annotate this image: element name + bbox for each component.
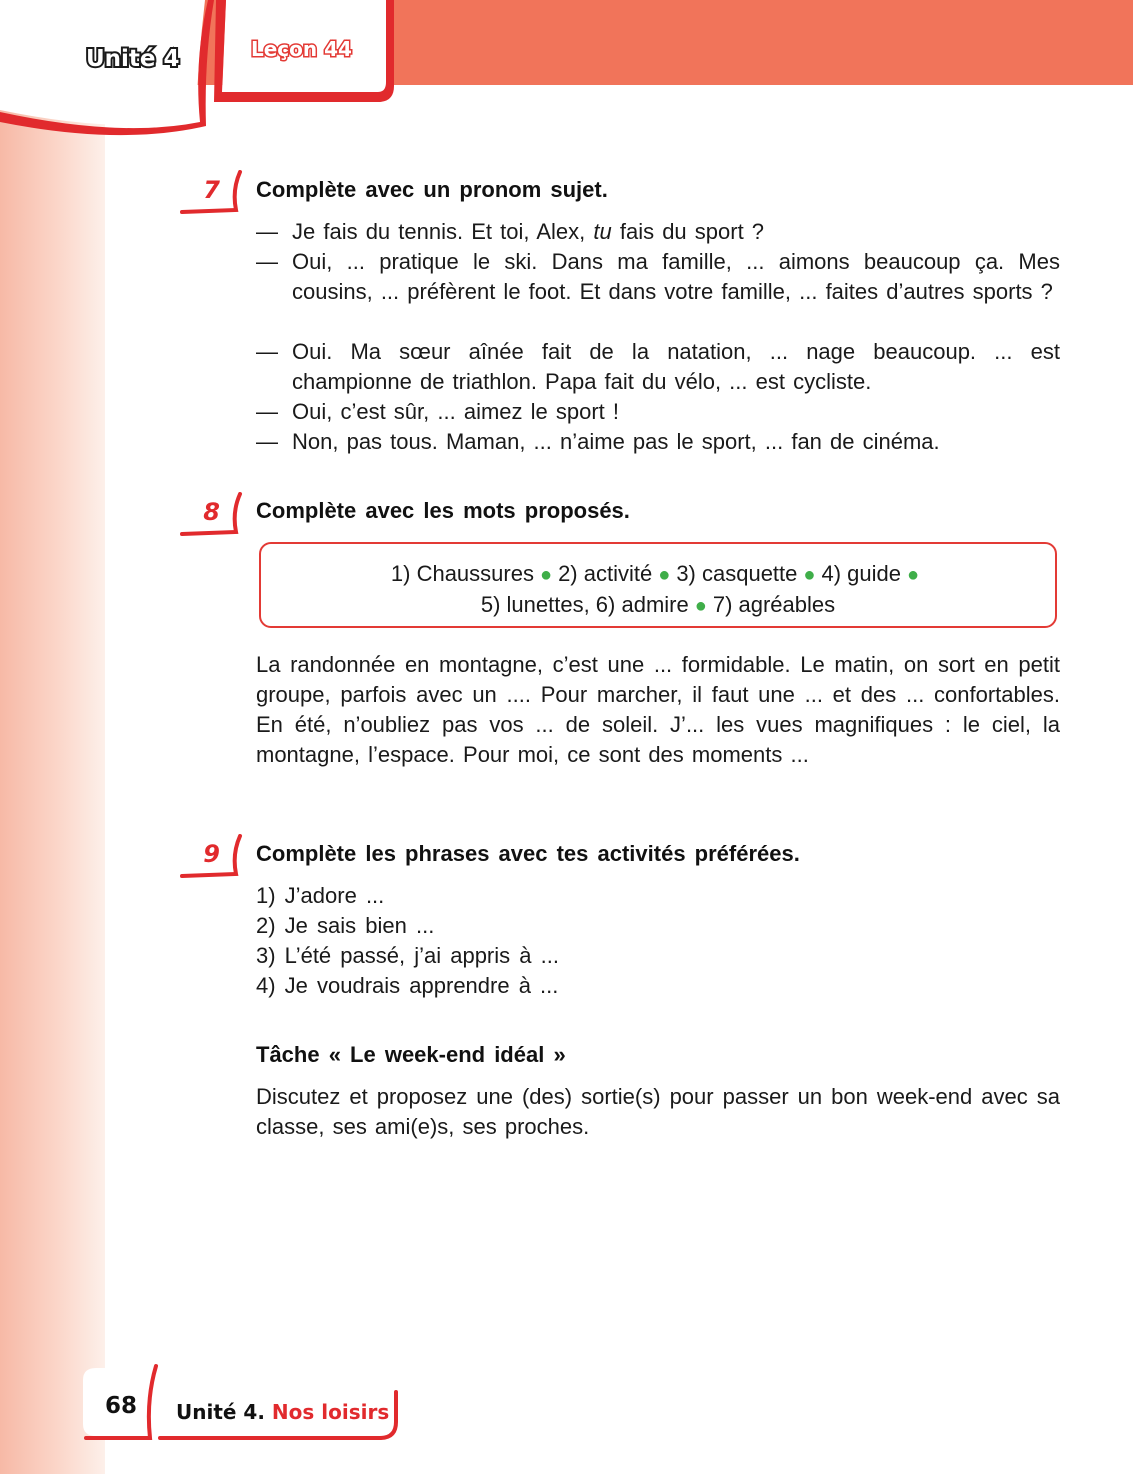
- word-item: 5) lunettes, 6) admire: [480, 592, 689, 617]
- exercise-8-number-badge: [178, 492, 246, 548]
- dialogue-line: — Non, pas tous. Maman, ... n’aime pas le sport, ... fan de cinéma.: [256, 429, 940, 454]
- word-item: 4) guide: [821, 561, 901, 586]
- word-item: 1) Chaussures: [390, 561, 534, 586]
- bullet-dot-icon: ●: [539, 564, 553, 586]
- exercise-8-title: Complète avec les mots proposés.: [256, 498, 630, 523]
- list-item: 3) L’été passé, j’ai appris à ...: [256, 943, 559, 968]
- word-bank-box: [259, 542, 1057, 628]
- footer-unit: Unité 4.: [176, 1400, 265, 1424]
- list-item: 1) J’adore ...: [256, 883, 385, 908]
- exercise-8-paragraph: La randonnée en montagne, c’est une ... formidable. Le matin, on sort en petit groupe, parfois avec un .... Pour marcher, il faut une ... et des ... confortables. En été, n’oubliez pas vos ... de soleil. J’... les vues magnifiques : le ciel, la montagne, l’espace. Pour moi, ce sont des moments ...: [256, 652, 1060, 767]
- dialogue-line: — Oui, c’est sûr, ... aimez le sport !: [256, 399, 619, 424]
- bullet-dot-icon: ●: [694, 595, 707, 617]
- exercise-7-number-badge: [178, 170, 246, 226]
- list-item: 2) Je sais bien ...: [256, 913, 435, 938]
- exercise-number: 8: [203, 498, 220, 526]
- bullet-dot-icon: ●: [658, 564, 671, 586]
- bullet-dot-icon: ●: [907, 564, 920, 586]
- left-margin-band: [0, 0, 105, 1474]
- exercise-9-title: Complète les phrases avec tes activités préférées.: [256, 841, 800, 866]
- page-number: 68: [105, 1393, 138, 1419]
- exercise-9-number-badge: [178, 834, 246, 890]
- dialogue-line: — Oui, ... pratique le ski. Dans ma famille, ... aimons beaucoup ça. Mes cousins, ... préfèrent le foot. Et dans votre famille, ... faites d’autres sports ?: [256, 249, 1060, 304]
- exercise-7-title: Complète avec un pronom sujet.: [256, 177, 608, 202]
- unit-badge: Unité 4: [86, 46, 180, 72]
- list-item: 4) Je voudrais apprendre à ...: [256, 973, 559, 998]
- bullet-dot-icon: ●: [803, 564, 816, 586]
- lesson-badge: Leçon 44: [251, 37, 352, 61]
- task-text: Discutez et proposez une (des) sortie(s) pour passer un bon week-end avec sa classe, ses ami(e)s, ses proches.: [256, 1084, 1060, 1139]
- dialogue-line: — Je fais du tennis. Et toi, Alex, tu fais du sport ?: [256, 219, 765, 244]
- exercise-number: 9: [203, 840, 220, 868]
- task-title: Tâche « Le week-end idéal »: [256, 1042, 566, 1067]
- header-tab-shapes: [0, 0, 420, 140]
- footer-unit-title: [176, 1400, 389, 1424]
- word-item: 7) agréables: [712, 592, 836, 617]
- exercise-number: 7: [203, 176, 220, 204]
- word-item: 3) casquette: [676, 561, 798, 586]
- dialogue-line: — Oui. Ma sœur aînée fait de la natation, ... nage beaucoup. ... est championne de triathlon. Papa fait du vélo, ... est cycliste.: [256, 339, 1060, 394]
- word-item: 2) activité: [558, 561, 653, 586]
- footer-unit-name: Nos loisirs: [271, 1400, 390, 1424]
